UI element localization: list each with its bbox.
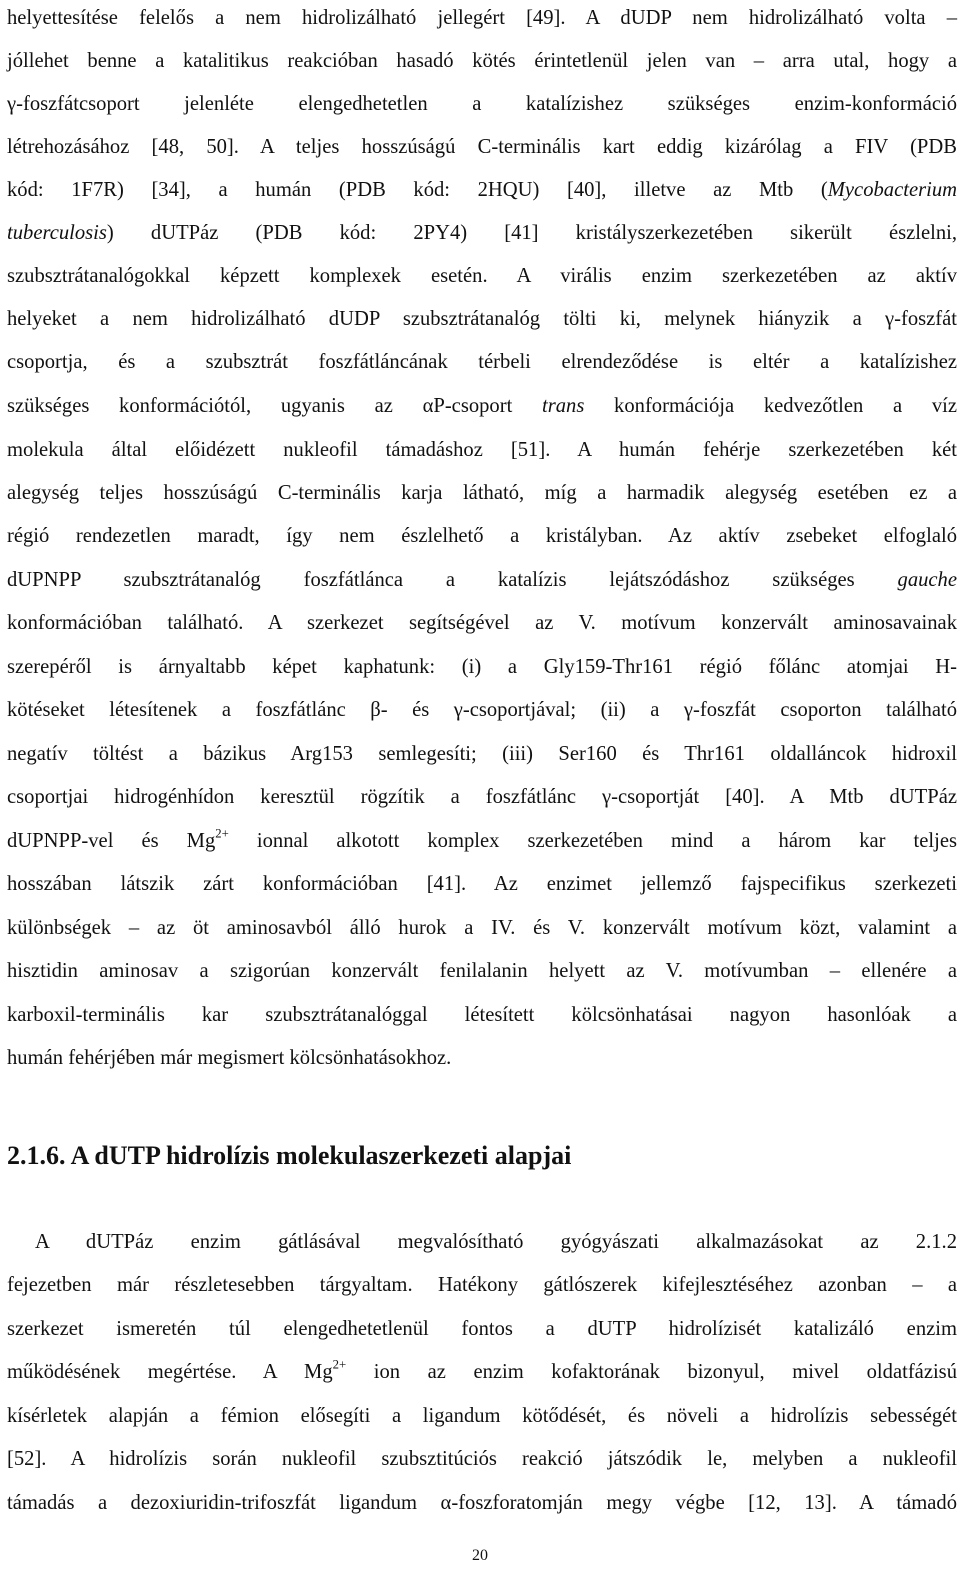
body-line: szubsztrátanalógokkal képzett komplexek esetén. A virális enzim szerkezetében az aktív — [7, 265, 957, 287]
italic-text: tuberculosis — [7, 222, 107, 244]
body-line: humán fehérjében már megismert kölcsönhatásokhoz. — [7, 1047, 452, 1069]
body-line: támadás a dezoxiuridin-trifoszfát ligandum α-foszforatomján megy végbe [12, 13]. A támadó — [7, 1492, 957, 1514]
body-line — [7, 219, 957, 247]
body-line: jóllehet benne a katalitikus reakcióban hasadó kötés érintetlenül jelen van – arra utal, hogy a — [7, 50, 957, 72]
body-line: csoportja, és a szubsztrát foszfátláncának térbeli elrendeződése is eltér a katalízishez — [7, 351, 957, 373]
text-run: ion az enzim kofaktorának bizonyul, mivel oldatfázisú — [346, 1361, 957, 1383]
italic-text: Mycobacterium — [827, 179, 957, 201]
page-number: 20 — [472, 1547, 488, 1564]
body-line: helyettesítése felelős a nem hidrolizálható jellegért [49]. A dUDP nem hidrolizálható volta – — [7, 7, 957, 29]
body-line: γ-foszfátcsoport jelenléte elengedhetetlen a katalízishez szükséges enzim-konformáció — [7, 93, 957, 115]
section-number: 2.1.6. — [7, 1141, 66, 1170]
body-line: kísérletek alapján a fémion elősegíti a ligandum kötődését, és növeli a hidrolízis sebességét — [7, 1405, 957, 1427]
body-line: csoportjai hidrogénhídon keresztül rögzítik a foszfátlánc γ-csoportját [40]. A Mtb dUTPáz — [7, 786, 957, 808]
italic-text: gauche — [897, 569, 957, 591]
body-line: karboxil-terminális kar szubsztrátanalóggal létesített kölcsönhatásai nagyon hasonlóak a — [7, 1004, 957, 1026]
body-line: létrehozásához [48, 50]. A teljes hosszúságú C-terminális kart eddig kizárólag a FIV (PDB — [7, 136, 957, 158]
text-run: szükséges konformációtól, ugyanis az αP-csoport — [7, 395, 542, 417]
body-line: negatív töltést a bázikus Arg153 semlegesíti; (iii) Ser160 és Thr161 oldalláncok hidroxil — [7, 743, 957, 765]
body-line: szerepéről is árnyaltabb képet kaphatunk: (i) a Gly159-Thr161 régió főlánc atomjai H- — [7, 656, 957, 678]
section-heading — [7, 1139, 571, 1173]
body-line: molekula által előidézett nukleofil támadáshoz [51]. A humán fehérje szerkezetében két — [7, 439, 957, 461]
body-line — [7, 1358, 957, 1386]
body-line — [7, 176, 957, 204]
body-line: különbségek – az öt aminosavból álló hurok a IV. és V. konzervált motívum közt, valamint a — [7, 917, 957, 939]
superscript: 2+ — [332, 1357, 347, 1372]
body-line: kötéseket létesítenek a foszfátlánc β- és γ-csoportjával; (ii) a γ-foszfát csoporton található — [7, 699, 957, 721]
section-title: A dUTP hidrolízis molekulaszerkezeti alapjai — [70, 1141, 572, 1170]
body-line: szerkezet ismeretén túl elengedhetetlenül fontos a dUTP hidrolízisét katalizáló enzim — [7, 1318, 957, 1340]
text-run: működésének megértése. A Mg — [7, 1361, 333, 1383]
body-line: hosszában látszik zárt konformációban [41]. Az enzimet jellemző fajspecifikus szerkezeti — [7, 873, 957, 895]
text-run: dUPNPP-vel és Mg — [7, 830, 216, 852]
body-line: fejezetben már részletesebben tárgyaltam. Hatékony gátlószerek kifejlesztéséhez azonban – a — [7, 1274, 957, 1296]
body-line: konformációban található. A szerkezet segítségével az V. motívum konzervált aminosavainak — [7, 612, 957, 634]
superscript: 2+ — [215, 826, 229, 841]
text-run: konformációja kedvezőtlen a víz — [584, 395, 957, 417]
body-line: hisztidin aminosav a szigorúan konzervált fenilalanin helyett az V. motívumban – ellenére a — [7, 960, 957, 982]
body-line — [7, 566, 957, 594]
text-run: ionnal alkotott komplex szerkezetében mind a három kar teljes — [228, 830, 957, 852]
text-run: ) dUTPáz (PDB kód: 2PY4) [41] kristályszerkezetében sikerült észlelni, — [106, 222, 957, 244]
body-line: helyeket a nem hidrolizálható dUDP szubsztrátanalóg tölti ki, melynek hiányzik a γ-foszfát — [7, 308, 957, 330]
body-line: régió rendezetlen maradt, így nem észlelhető a kristályban. Az aktív zsebeket elfoglaló — [7, 525, 957, 547]
body-line: alegység teljes hosszúságú C-terminális karja látható, míg a harmadik alegység esetében ez a — [7, 482, 957, 504]
text-run: kód: 1F7R) [34], a humán (PDB kód: 2HQU) [40], illetve az Mtb ( — [7, 179, 828, 201]
body-line: [52]. A hidrolízis során nukleofil szubsztitúciós reakció játszódik le, melyben a nukleofil — [7, 1448, 957, 1470]
text-run: dUPNPP szubsztrátanalóg foszfátlánca a katalízis lejátszódáshoz szükséges — [7, 569, 898, 591]
body-line — [7, 392, 957, 420]
body-line — [7, 827, 957, 855]
italic-text: trans — [542, 395, 585, 417]
body-line: A dUTPáz enzim gátlásával megvalósítható gyógyászati alkalmazásokat az 2.1.2 — [35, 1231, 957, 1253]
